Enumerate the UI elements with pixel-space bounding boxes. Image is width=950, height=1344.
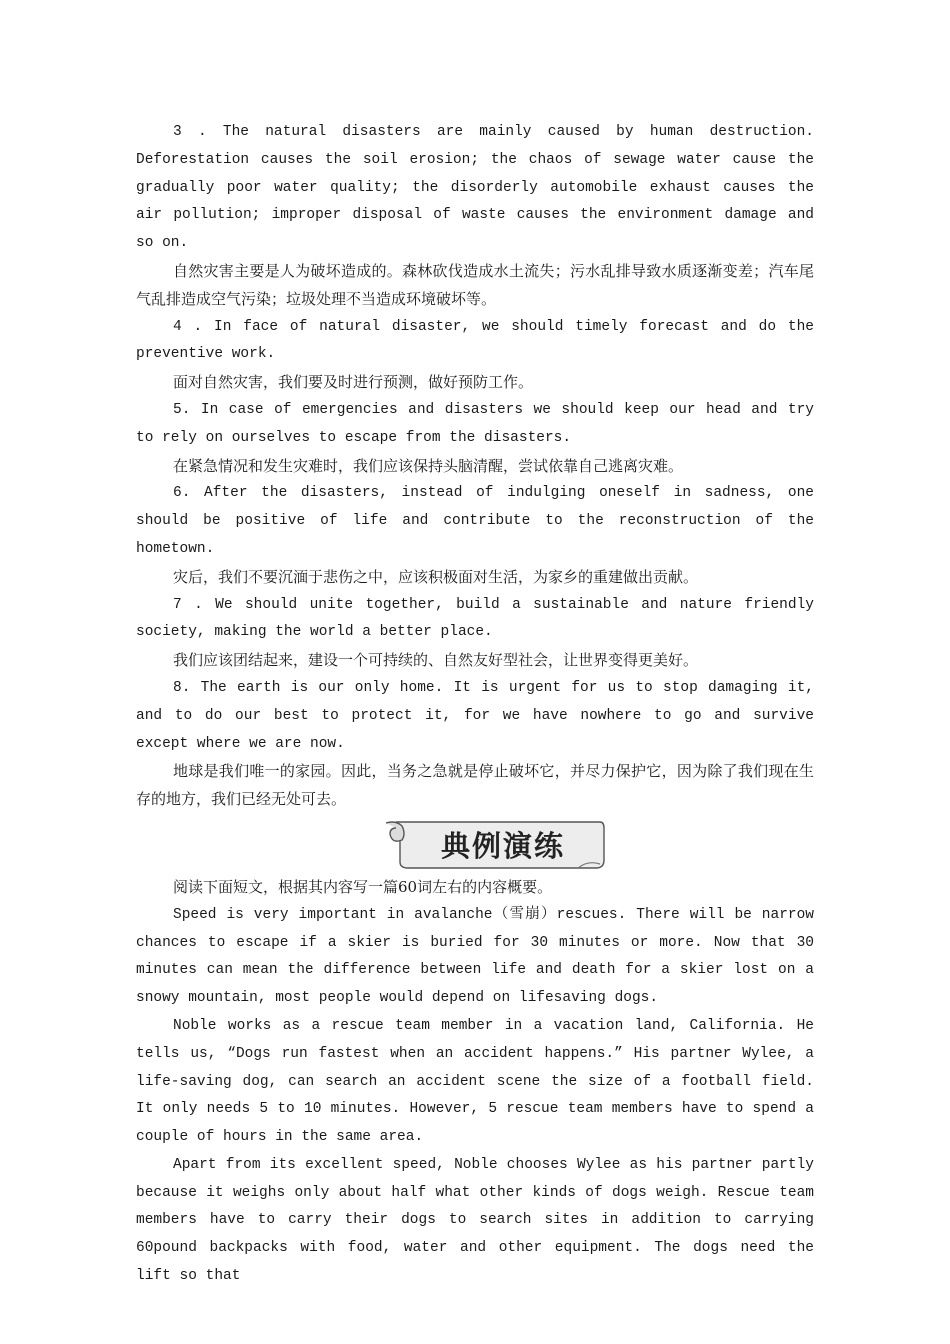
tip-6-en: 6. After the disasters, instead of indulging oneself in sadness, one should be positive of life and contribute to the reconstruction of the hometown. (136, 485, 814, 557)
tip-6-zh: 灾后，我们不要沉湎于悲伤之中，应该积极面对生活，为家乡的重建做出贡献。 (173, 567, 699, 586)
tip-8-zh: 地球是我们唯一的家园。因此，当务之急就是停止破坏它，并尽力保护它，因为除了我们现在生存的地方，我们已经无处可去。 (136, 762, 814, 809)
tip-3-zh: 自然灾害主要是人为破坏造成的。森林砍伐造成水土流失；污水乱排导致水质逐渐变差；汽车尾气乱排造成空气污染；垃圾处理不当造成环境破坏等。 (136, 261, 814, 308)
tip-8-en: 8. The earth is our only home. It is urgent for us to stop damaging it, and to do our best to protect it, for we have nowhere to go and survive except where we are now. (136, 679, 814, 752)
passage-paragraph-3: Apart from its excellent speed, Noble chooses Wylee as his partner partly because it weighs only about half what other kinds of dogs weigh. Rescue team members have to carry their dogs to search sites in addition to carrying 60pound backpacks with food, water and other equipment. The dogs need the lift so that (136, 1156, 814, 1285)
tip-5-en: 5. In case of emergencies and disasters we should keep our head and try to rely on ourselves to escape from the disasters. (136, 401, 814, 446)
section-banner-title: 典例演练 (440, 828, 566, 863)
tip-5-zh: 在紧急情况和发生灾难时，我们应该保持头脑清醒，尝试依靠自己逃离灾难。 (173, 456, 684, 475)
tip-4-zh: 面对自然灾害，我们要及时进行预测，做好预防工作。 (173, 373, 534, 392)
tip-3-en: 3 . The natural disasters are mainly caused by human destruction. Deforestation causes the soil erosion; the chaos of sewage water cause the gradually poor water quality; the disorderly automobile exhaust causes the air pollution; improper disposal of waste causes the environment damage and so on. (136, 124, 814, 252)
scroll-banner-graphic (382, 820, 606, 870)
section-banner (136, 814, 814, 874)
tip-7-en: 7 . We should unite together, build a sustainable and nature friendly society, making the world a better place. (136, 596, 814, 641)
task-instruction: 阅读下面短文，根据其内容写一篇60词左右的内容概要。 (173, 877, 553, 896)
passage-paragraph-1: Speed is very important in avalanche（雪崩）rescues. There will be narrow chances to escape if a skier is buried for 30 minutes or more. Now that 30 minutes can mean the difference between life and death for a skier lost on a snowy mountain, most people would depend on lifesaving dogs. (136, 906, 814, 1007)
tip-4-en: 4 . In face of natural disaster, we should timely forecast and do the preventive work. (136, 318, 814, 363)
document-page (136, 119, 814, 1291)
passage-paragraph-2: Noble works as a rescue team member in a vacation land, California. He tells us, “Dogs run fastest when an accident happens.” His partner Wylee, a life-saving dog, can search an accident scene the size of a football field. It only needs 5 to 10 minutes. However, 5 rescue team members have to spend a couple of hours in the same area. (136, 1017, 814, 1146)
tip-7-zh: 我们应该团结起来，建设一个可持续的、自然友好型社会，让世界变得更美好。 (173, 651, 699, 670)
